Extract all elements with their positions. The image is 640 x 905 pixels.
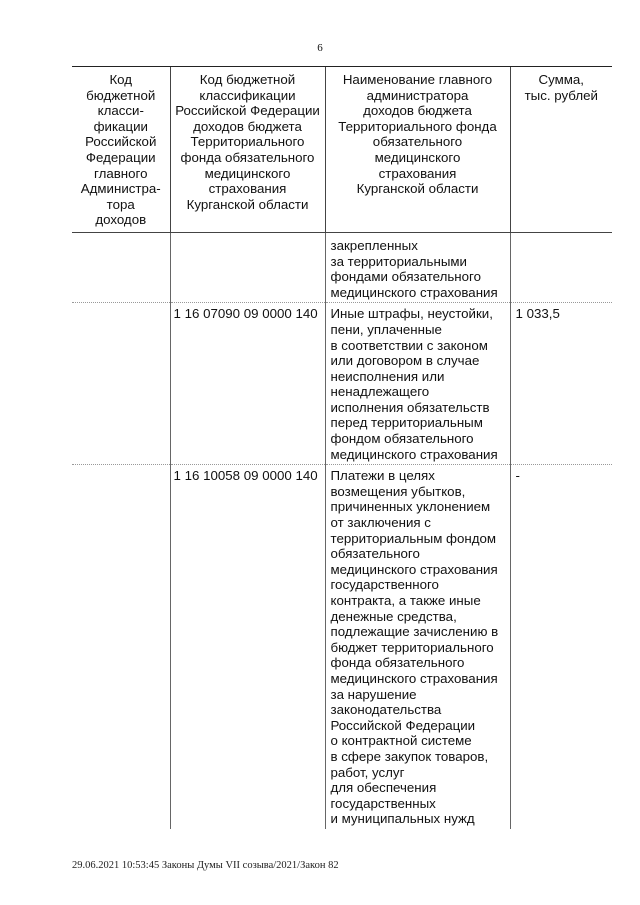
income-code-cell: 1 16 07090 09 0000 140 [170, 303, 325, 465]
amount-cell: - [510, 465, 612, 829]
document-footer: 29.06.2021 10:53:45 Законы Думы VII созыва/2021/Закон 82 [72, 860, 339, 871]
admin-code-cell [72, 303, 170, 465]
amount-cell [510, 232, 612, 302]
budget-income-table [72, 66, 612, 829]
amount-cell: 1 033,5 [510, 303, 612, 465]
income-name-cell: Иные штрафы, неустойки, пени, уплаченные в соответствии с законом или договором в случае неисполнения или ненадлежащего исполнения обязательств перед территориальным фондом обязательного медицинского страхования [325, 303, 510, 465]
income-name-cell: закрепленных за территориальными фондами обязательного медицинского страхования [325, 232, 510, 302]
income-code-cell [170, 232, 325, 302]
admin-code-cell [72, 232, 170, 302]
income-name-cell: Платежи в целях возмещения убытков, причиненных уклонением от заключения с территориальным фондом обязательного медицинского страхования государственного контракта, а также иные денежные средства, подлежащие зачислению в бюджет территориального фонда обязательного медицинского страхования за нарушение законодательства Российской Федерации о контрактной системе в сфере закупок товаров, работ, услуг для обеспечения государственных и муниципальных нужд [325, 465, 510, 829]
page-number: 6 [317, 42, 323, 54]
admin-code-cell [72, 465, 170, 829]
table-row [72, 303, 612, 465]
header-income-code: Код бюджетной классификации Российской Федерации доходов бюджета Территориального фонда обязательного медицинского страхования Курганской области [170, 67, 325, 233]
table-row [72, 232, 612, 302]
header-admin-code: Код бюджетной класси- фикации Российской Федерации главного Администра- тора доходов [72, 67, 170, 233]
table-row [72, 465, 612, 829]
income-code-cell: 1 16 10058 09 0000 140 [170, 465, 325, 829]
header-admin-name: Наименование главного администратора доходов бюджета Территориального фонда обязательного медицинского страхования Курганской области [325, 67, 510, 233]
table-header-row [72, 67, 612, 233]
header-amount: Сумма, тыс. рублей [510, 67, 612, 233]
